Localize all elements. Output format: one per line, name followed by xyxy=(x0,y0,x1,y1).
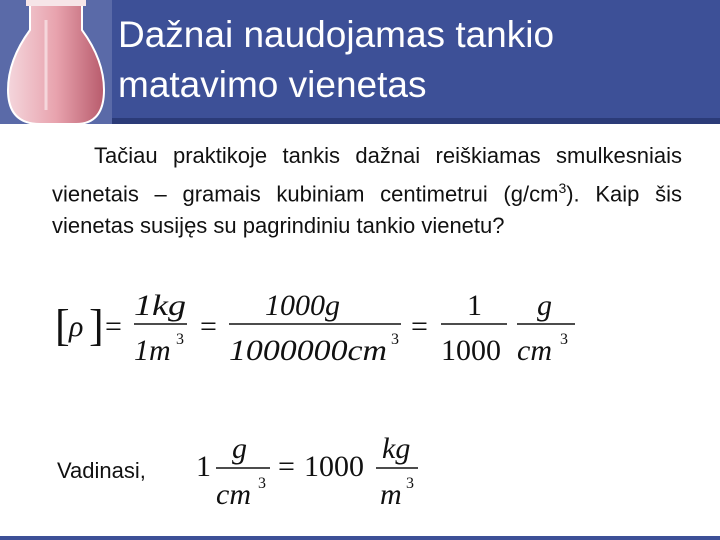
coef-2: 1000 xyxy=(304,450,364,483)
frac1-denominator: 1m xyxy=(134,334,171,367)
paragraph-text: Tačiau praktikoje tankis dažnai reiškiamas smulkesniais vienetais – gramais kubiniam centimetrui (g/cm xyxy=(52,143,682,207)
frac3-numerator: 1 xyxy=(467,289,482,322)
paragraph-text-end: ). Kaip šis vienetas susijęs su pagrindiniu tankio vienetu? xyxy=(52,181,682,239)
frac-g-denominator: cm xyxy=(216,478,251,511)
title-line-2: matavimo vienetas xyxy=(118,64,427,105)
footer-bar xyxy=(0,536,720,540)
paragraph-superscript: 3 xyxy=(558,180,567,196)
frac1-exponent: 3 xyxy=(176,331,184,348)
frac4-numerator: g xyxy=(537,289,552,322)
equals-conclusion: = xyxy=(278,450,295,483)
frac2-numerator: 1000g xyxy=(265,289,340,322)
rho-symbol: ρ xyxy=(69,310,84,343)
frac-g-numerator: g xyxy=(232,432,247,465)
equals-1: = xyxy=(105,310,122,343)
coef-1: 1 xyxy=(196,450,211,483)
frac2-denominator: 1000000cm xyxy=(229,334,387,367)
flask-icon xyxy=(0,0,112,124)
title-line-1: Dažnai naudojamas tankio xyxy=(118,14,555,55)
conclusion-label: Vadinasi, xyxy=(57,458,146,483)
frac-g-exponent: 3 xyxy=(258,475,266,492)
bracket-right: ] xyxy=(89,301,104,350)
conclusion-formula xyxy=(192,430,432,516)
frac3-denominator: 1000 xyxy=(441,334,501,367)
frac4-denominator: cm xyxy=(517,334,552,367)
frac-kg-numerator: kg xyxy=(382,432,411,465)
frac2-exponent: 3 xyxy=(391,331,399,348)
body-paragraph xyxy=(52,140,682,242)
frac-kg-exponent: 3 xyxy=(406,475,414,492)
bracket-left: [ xyxy=(55,301,70,350)
density-formula xyxy=(55,280,595,370)
equals-3: = xyxy=(411,310,428,343)
equals-2: = xyxy=(200,310,217,343)
slide-title xyxy=(118,10,708,110)
frac-kg-denominator: m xyxy=(380,478,402,511)
frac1-numerator: 1kg xyxy=(134,289,186,322)
frac4-exponent: 3 xyxy=(560,331,568,348)
